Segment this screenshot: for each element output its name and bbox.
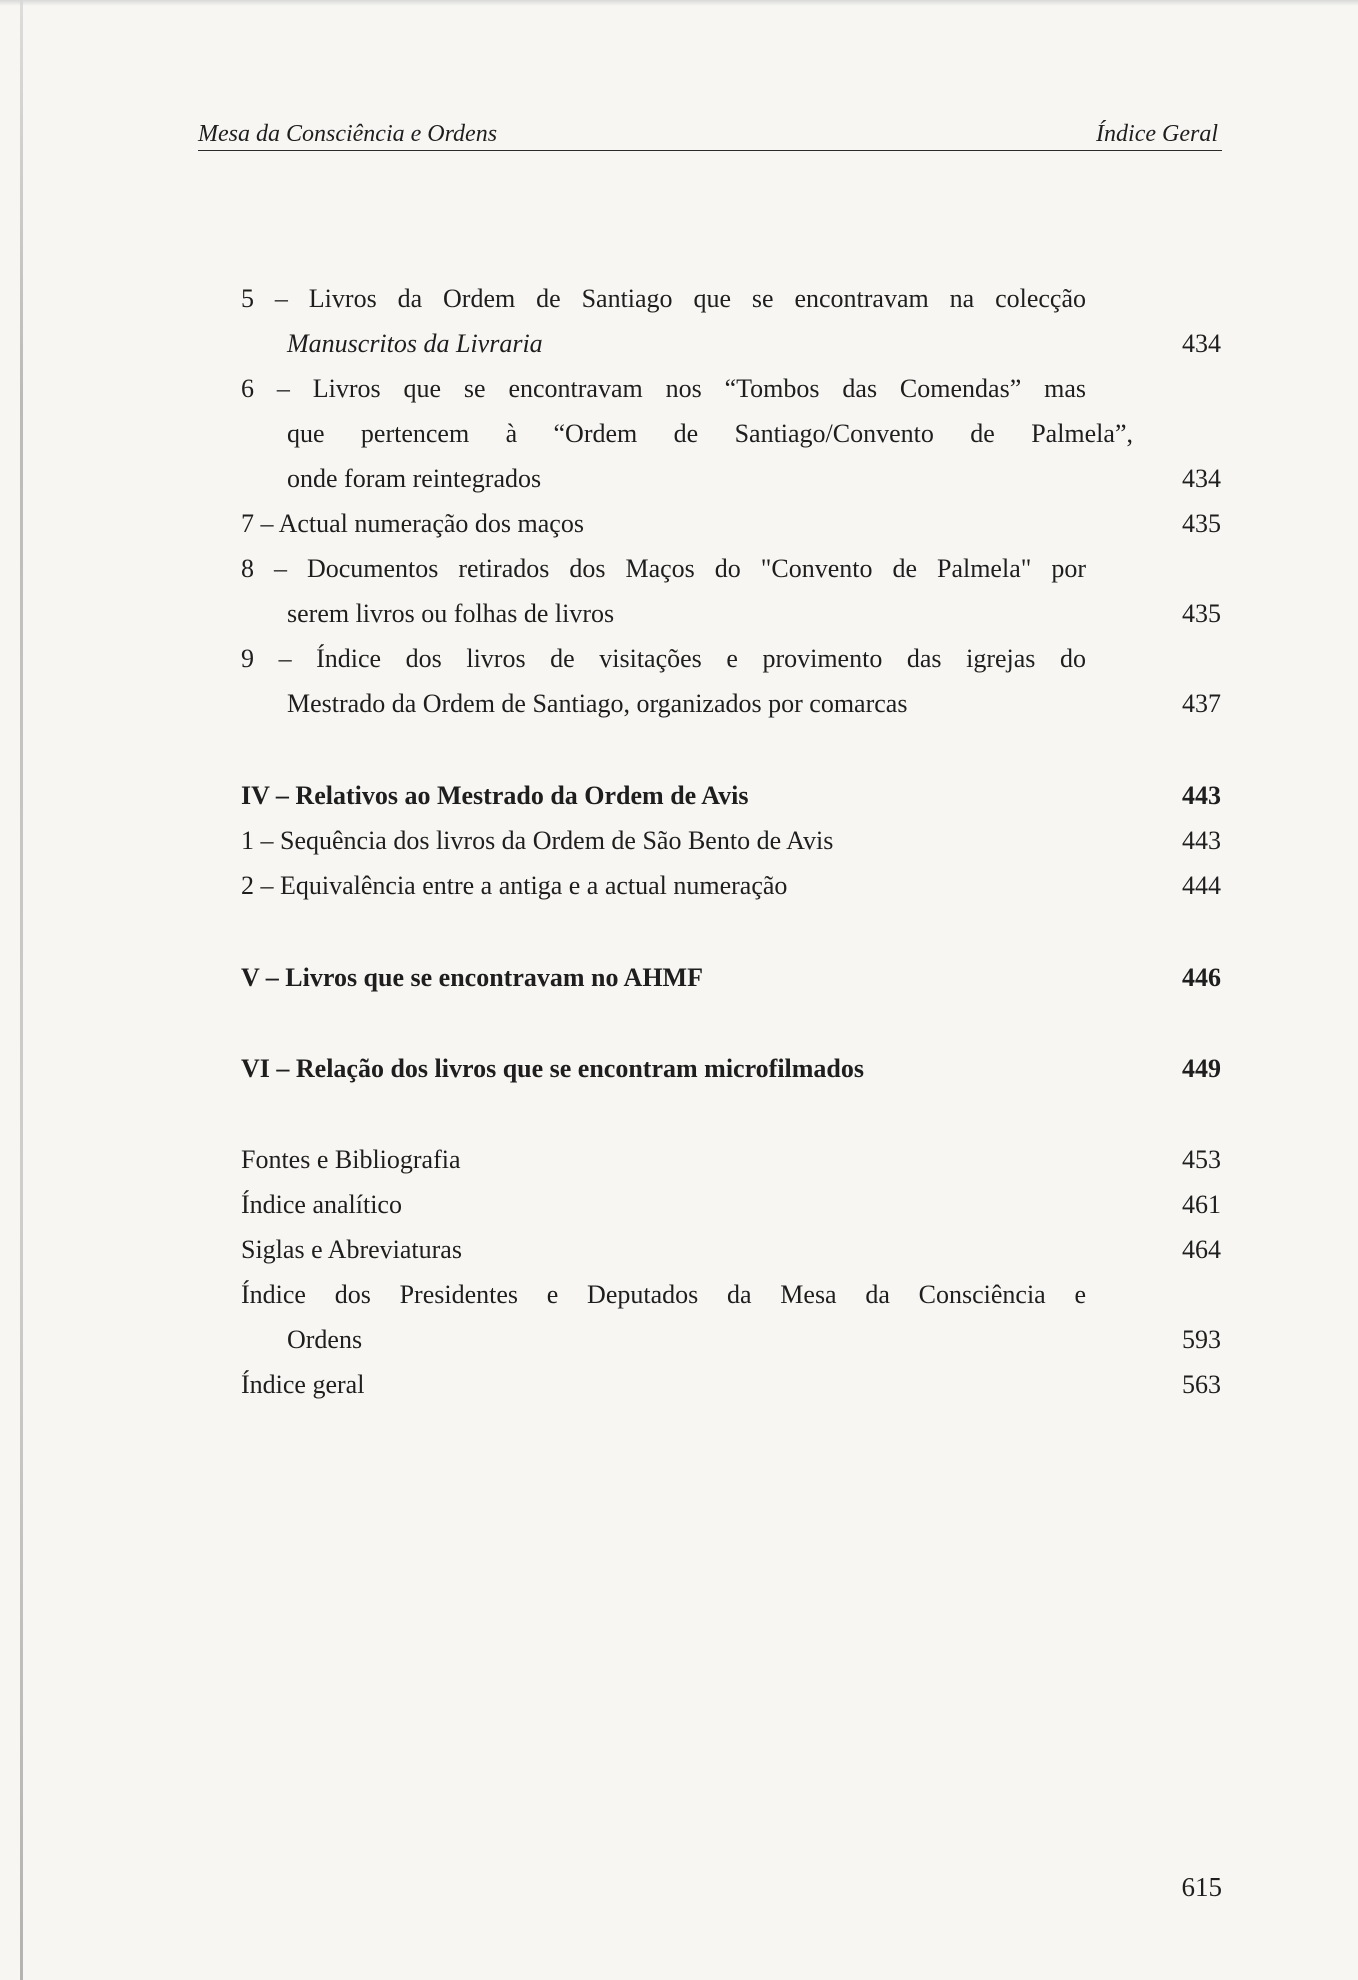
toc-entry	[241, 1320, 1221, 1360]
toc-entry	[241, 459, 1221, 499]
toc-entry	[241, 1230, 1221, 1270]
toc-entry-text: serem livros ou folhas de livros	[287, 599, 615, 628]
toc-entry-page: 444	[1182, 871, 1221, 900]
page-number: 615	[1181, 1872, 1222, 1902]
toc-entry-text: Mestrado da Ordem de Santiago, organizados por comarcas	[287, 689, 908, 718]
toc-entry-text: V – Livros que se encontravam no AHMF	[241, 963, 703, 992]
toc-entry-text: 2 – Equivalência entre a antiga e a actual numeração	[241, 871, 788, 900]
running-header	[198, 110, 1222, 151]
header-title: Mesa da Consciência e Ordens	[198, 121, 498, 147]
toc-entry-page: 435	[1182, 599, 1221, 628]
toc-entry	[241, 866, 1221, 906]
toc-entry-text: Manuscritos da Livraria	[287, 329, 543, 358]
toc-entry	[241, 639, 1221, 679]
toc-entry-page: 443	[1182, 781, 1221, 810]
toc-entry-text: que pertencem à “Ordem de Santiago/Convento de Palmela”,	[287, 419, 1133, 448]
toc-entry-text: Siglas e Abreviaturas	[241, 1235, 462, 1264]
toc-entry-text: Índice analítico	[241, 1190, 402, 1219]
toc-entry	[241, 369, 1221, 409]
toc-entry-page: 443	[1182, 826, 1221, 855]
toc-section-heading	[241, 776, 1221, 816]
toc-entry	[241, 1140, 1221, 1180]
toc-entry	[241, 324, 1221, 364]
toc-entry-text: 5 – Livros da Ordem de Santiago que se encontravam na colecção	[241, 284, 1086, 313]
toc-entry-text: Ordens	[287, 1325, 363, 1354]
toc-entry-page: 453	[1182, 1145, 1221, 1174]
toc-entry	[241, 549, 1221, 589]
toc-entry	[241, 1185, 1221, 1225]
toc-entry-text: Índice geral	[241, 1370, 365, 1399]
toc-entry-page: 434	[1182, 329, 1221, 358]
toc-entry-text: 8 – Documentos retirados dos Maços do "Convento de Palmela" por	[241, 554, 1086, 583]
toc-entry-page: 434	[1182, 464, 1221, 493]
header-section: Índice Geral	[1096, 121, 1218, 147]
toc-entry	[241, 279, 1221, 319]
toc-entry-page: 593	[1182, 1325, 1221, 1354]
toc-entry-page: 437	[1182, 689, 1221, 718]
toc-section-heading	[241, 1049, 1221, 1089]
toc-entry	[241, 1275, 1221, 1315]
toc-entry	[241, 1365, 1221, 1405]
toc-entry-page: 435	[1182, 509, 1221, 538]
toc-entry-page: 563	[1182, 1370, 1221, 1399]
toc-entry	[241, 821, 1221, 861]
toc-entry-text: VI – Relação dos livros que se encontram microfilmados	[241, 1054, 864, 1083]
toc-entry	[241, 594, 1221, 634]
toc-entry	[241, 414, 1221, 454]
toc-entry	[241, 504, 1221, 544]
toc-entry-text: IV – Relativos ao Mestrado da Ordem de Avis	[241, 781, 749, 810]
toc-entry-text: onde foram reintegrados	[287, 464, 542, 493]
toc-entry-text: Fontes e Bibliografia	[241, 1145, 461, 1174]
toc-entry-page: 446	[1182, 963, 1221, 992]
toc-entry-page: 464	[1182, 1235, 1221, 1264]
toc-entry-text: 7 – Actual numeração dos maços	[241, 509, 584, 538]
toc-entry-page: 449	[1182, 1054, 1221, 1083]
top-shadow	[0, 0, 1358, 6]
toc-entry-text: 6 – Livros que se encontravam nos “Tombos das Comendas” mas	[241, 374, 1086, 403]
toc-entry-text: 1 – Sequência dos livros da Ordem de São Bento de Avis	[241, 826, 834, 855]
page-edge	[20, 0, 23, 1980]
toc-entry	[241, 684, 1221, 724]
toc-entry-text: Índice dos Presidentes e Deputados da Mesa da Consciência e	[241, 1280, 1086, 1309]
toc-entry-page: 461	[1182, 1190, 1221, 1219]
toc-entry-text: 9 – Índice dos livros de visitações e provimento das igrejas do	[241, 644, 1086, 673]
toc-section-heading	[241, 958, 1221, 998]
